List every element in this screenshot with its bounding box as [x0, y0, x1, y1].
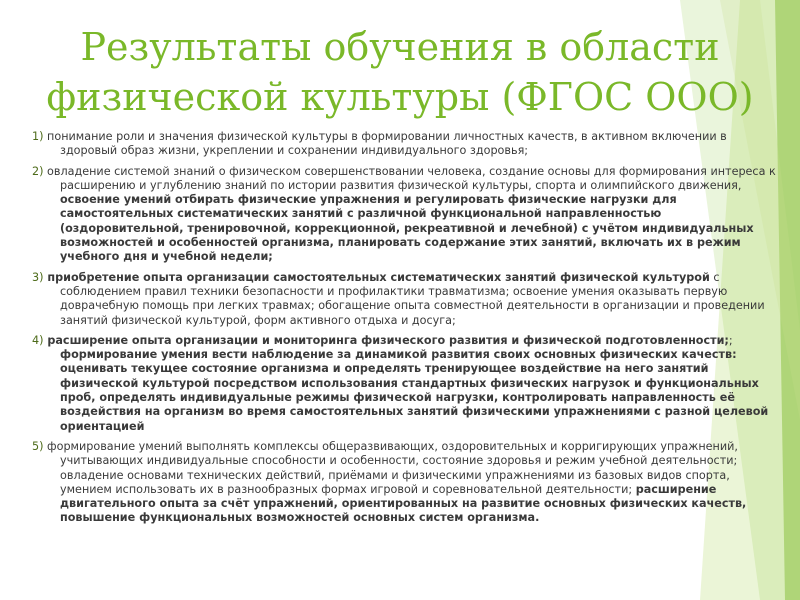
result-item-5	[32, 440, 780, 526]
item-bold-text: расширение двигательного опыта за счёт упражнений, ориентированных на развитие основных физических качеств, повышение функциональных возможностей основных систем организма.	[60, 482, 747, 525]
title-line-2: физической культуры (ФГОС ООО)	[46, 75, 754, 119]
item-text: формирование умений выполнять комплексы общеразвивающих, оздоровительных и корригирующих упражнений, учитывающих индивидуальные способности и особенности, состояние здоровья и режим учебной деятельности; овладение основами технических действий, приёмами и физическими упражнениями из базовых видов спорта, умением использовать их в разнообразных формах игровой и соревновательной деятельности;	[43, 439, 738, 496]
item-bold-text: приобретение опыта организации самостоятельных систематических занятий физической культурой	[43, 270, 710, 284]
result-item-2	[32, 165, 780, 265]
slide-title	[40, 22, 760, 122]
item-text: ;	[728, 333, 733, 347]
item-number: 4)	[32, 333, 44, 347]
item-number: 2)	[32, 164, 44, 178]
title-line-1: Результаты обучения в области	[80, 25, 720, 69]
result-item-1	[32, 130, 780, 159]
result-item-3	[32, 271, 780, 328]
result-item-4	[32, 334, 780, 434]
item-number: 5)	[32, 439, 44, 453]
item-text: овладение системой знаний о физическом совершенствовании человека, создание основы для формирования интереса к расширению и углублению знаний по истории развития физической культуры, спорта и олимпийского движения,	[43, 164, 776, 192]
item-bold-text: расширение опыта организации и мониторинга физического развития и физической подготовленности;	[43, 333, 729, 347]
item-bold-text: освоение умений отбирать физические упражнения и регулировать физические нагрузки для самостоятельных систематических занятий с различной функциональной направленностью (оздоровительной, тренировочной, коррекционной, рекреативной и лечебной) с учётом индивидуальных возможностей и особенностей организма, планировать содержание этих занятий, включать их в режим учебного дня и учебной недели;	[60, 193, 754, 264]
item-bold-text-2: формирование умения вести наблюдение за динамикой развития своих основных физических качеств: оценивать текущее состояние организма и определять тренирующее воздействие на него занятий физической культурой посредством использования стандартных физических нагрузок и функциональных проб, определять индивидуальные режимы физической нагрузки, контролировать направленность её воздействия на организм во время самостоятельных занятий физическими упражнениями с разной целевой ориентацией	[60, 348, 769, 433]
item-text: с соблюдением правил техники безопасности и профилактики травматизма; освоение умения оказывать первую доврачебную помощь при легких травмах; обогащение опыта совместной деятельности в организации и проведении занятий физической культурой, форм активного отдыха и досуга;	[60, 270, 765, 327]
item-number: 1)	[32, 130, 44, 143]
item-number: 3)	[32, 270, 44, 284]
item-text: понимание роли и значения физической культуры в формировании личностных качеств, в активном включении в здоровый образ жизни, укреплении и сохранении индивидуального здоровья;	[43, 130, 727, 158]
slide-body	[32, 130, 780, 532]
